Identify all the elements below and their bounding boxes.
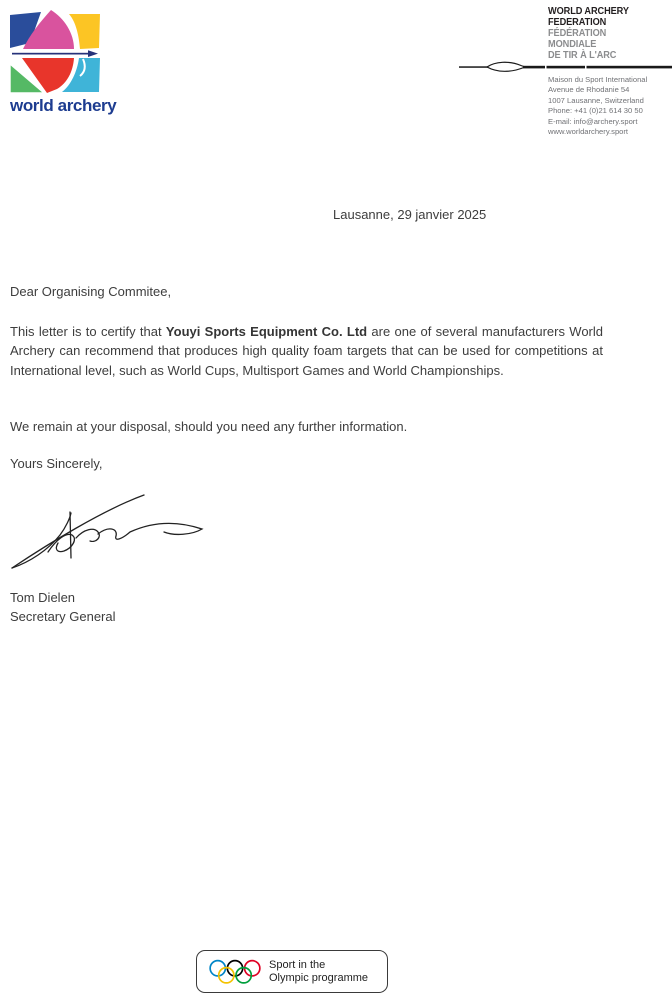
salutation: Dear Organising Commitee, (10, 284, 172, 299)
olympic-text-line2: Olympic programme (269, 971, 369, 984)
body-paragraph-1-prefix: This letter is to certify that (10, 324, 166, 339)
org-name-fr-line3: DE TIR À L'ARC (548, 50, 617, 61)
world-archery-wordmark: world archery (10, 96, 117, 115)
body-paragraph-1-suffix: are one of several manufacturers World Archery can recommend that produces high quality foam targets that can be used for competitions at International level, such as World Cups, Multisport Games and World Championships. (10, 324, 603, 378)
org-name-en-line1: WORLD ARCHERY (548, 6, 629, 17)
arrow-graphic (455, 59, 672, 75)
address-phone: Phone: +41 (0)21 614 30 50 (548, 106, 643, 116)
olympic-text-line1: Sport in the (269, 958, 326, 971)
world-archery-logo-icon (10, 10, 103, 93)
company-name: Youyi Sports Equipment Co. Ltd (165, 324, 368, 339)
address-line: Avenue de Rhodanie 54 (548, 85, 630, 95)
signer-name: Tom Dielen (10, 590, 76, 605)
world-archery-logo (10, 10, 130, 116)
address-email: E-mail: info@archery.sport (548, 116, 638, 126)
address-block (548, 75, 647, 137)
address-website: www.worldarchery.sport (548, 127, 629, 137)
address-line: Maison du Sport International (548, 75, 648, 84)
org-name-en-line2: FEDERATION (548, 17, 607, 28)
address-line: 1007 Lausanne, Switzerland (548, 95, 644, 105)
olympic-programme-text (269, 959, 368, 985)
body-paragraph-2: We remain at your disposal, should you need any further information. (10, 419, 408, 434)
olympic-rings-icon (208, 958, 262, 986)
org-name-block (548, 6, 629, 61)
closing-line: Yours Sincerely, (10, 456, 103, 471)
body-paragraph-1 (10, 322, 603, 380)
signer-title: Secretary General (10, 609, 116, 624)
signature (8, 482, 218, 574)
org-name-fr-line2: MONDIALE (548, 39, 597, 50)
org-name-fr-line1: FÉDÉRATION (548, 28, 607, 39)
date-line: Lausanne, 29 janvier 2025 (333, 207, 487, 222)
olympic-programme-badge (196, 950, 388, 993)
